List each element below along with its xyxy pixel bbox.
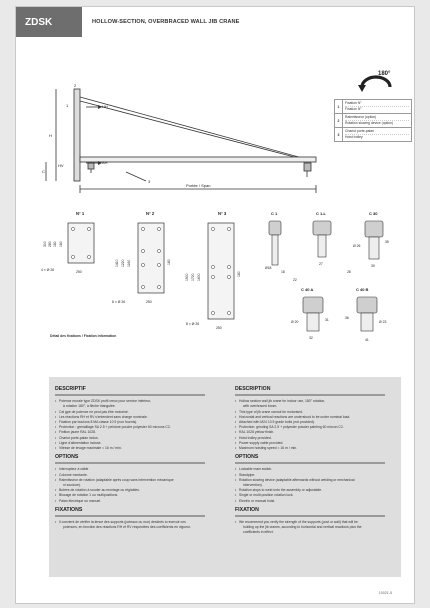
list-item: à rotation 180°, à flèche triangulée.: [63, 404, 116, 409]
dim-text: 180: [59, 241, 63, 247]
legend-number: 3: [335, 128, 343, 141]
list-item: • Lockable main switch.: [235, 467, 393, 472]
product-code: ZDSK: [16, 7, 82, 37]
holes-text: 8 × Ø 26: [112, 300, 126, 304]
list-item: • Attached with M24 10.9 grade bolts (not provided).: [235, 420, 393, 425]
list-item: • Fixation par boulons 8 MA classe 10.9 (non fournis).: [55, 420, 213, 425]
dim-text: 35: [385, 240, 389, 244]
dim-text: 28: [347, 270, 351, 274]
fixation-2-title: N° 2: [146, 211, 155, 216]
jib-crane-drawing: [16, 77, 336, 207]
fixation-2-plate: [138, 223, 164, 293]
options-list: [235, 467, 393, 503]
label-2: 2: [74, 83, 77, 88]
list-item: • Rotation slowing device (adaptable afterwards without welding or mechanical: [235, 478, 393, 483]
legend-text: Fixation N°: [345, 101, 409, 107]
list-item: • RAL 1028 yellow finish.: [235, 430, 393, 435]
label-bh: BH: [102, 160, 108, 165]
page-number: 10021-5: [378, 591, 392, 595]
list-item: • Potence murale type ZDSK profil creux pour service intérieur,: [55, 399, 213, 404]
holes-text: 4 × Ø 26: [41, 268, 55, 272]
list-item: • Rotation stops to weld onto the assembly or adjustable.: [235, 488, 393, 493]
list-item: • Hoist trolley provided.: [235, 436, 393, 441]
list-item: • Finition jaune RAL 1028.: [55, 430, 213, 435]
dim-text: 250: [216, 326, 222, 330]
trolley-c1l-title: C 1-L: [316, 211, 326, 216]
fixation-drawings: [36, 207, 261, 332]
dim-text: 18: [281, 270, 285, 274]
fixation-3-plate: [208, 223, 234, 319]
dim-text: 180: [237, 271, 241, 277]
description-panel: [49, 377, 401, 577]
dim-text: Ø 20: [291, 320, 299, 324]
options-list: [55, 467, 213, 503]
list-item: • Interrupteur à câble: [55, 467, 213, 472]
dim-text: 1160: [127, 259, 131, 267]
list-item: with overbraced boom.: [243, 404, 278, 409]
legend-number: 2: [335, 114, 343, 127]
list-item: potences, en fonction des réactions RH et RV respectées des coefficients en vigueur.: [63, 525, 191, 530]
list-item: • Maximum hoisting speed = 16 m / min.: [235, 446, 393, 451]
list-item: • This type of jib crane cannot be motorised.: [235, 410, 393, 415]
dim-text: 30: [371, 264, 375, 268]
label-c: C: [42, 169, 45, 174]
legend-text: Fixation N°: [345, 107, 362, 111]
legend-text: Hoist trolley: [345, 135, 363, 139]
legend-row: [334, 114, 412, 128]
trolley-c40a-title: C 40 A: [301, 287, 314, 292]
legend-table: [334, 99, 412, 142]
dim-text: 1600: [197, 273, 201, 281]
dim-text: Ø 23: [379, 320, 387, 324]
list-item: • Palan électrique ou manuel.: [55, 499, 213, 504]
catalog-page: [15, 6, 415, 604]
fixation-3-title: N° 3: [218, 211, 227, 216]
legend-row: [334, 99, 412, 114]
list-item: • Cal gpe de potence ne peut pas être motorisé.: [55, 410, 213, 415]
list-item: • Single or multi-position rotation lock.: [235, 493, 393, 498]
list-item: • Protection : grenaillage SA 2.5 + peinture poudre polyester 60 microns C2.: [55, 425, 213, 430]
section-title: FIXATION: [235, 506, 259, 513]
product-title: HOLLOW-SECTION, OVERBRACED WALL JIB CRANE: [92, 19, 240, 25]
legend-row: [334, 128, 412, 142]
label-h: H: [49, 133, 52, 138]
section-title: OPTIONS: [235, 454, 259, 461]
list-item: ni soudure).: [63, 483, 81, 488]
description-list: [235, 399, 393, 451]
legend-number: 1: [335, 100, 343, 113]
dim-text: 280: [48, 241, 52, 247]
dim-text: 180: [167, 259, 171, 265]
list-item: • Protection: grinding SA 2.5 + polyester powder painting 60 micron C2.: [235, 425, 393, 430]
label-span: Portée / Span: [186, 183, 211, 188]
dim-text: Ø 26: [353, 244, 361, 248]
dim-text: 1720: [191, 273, 195, 281]
trolley-c30-title: C 30: [369, 211, 378, 216]
list-item: • Colonne montante.: [55, 473, 213, 478]
label-hv: HV: [58, 163, 64, 168]
page-header: [16, 7, 416, 37]
dim-text: 36: [345, 316, 349, 320]
list-item: • Electric or manual hoist.: [235, 499, 393, 504]
list-item: • Hollow section wall jib crane for indoor use, 180° rotation,: [235, 399, 393, 404]
list-item: • Vitesse de levage maximale = 16 m / min.: [55, 446, 213, 451]
legend-text: Rotation slowing device (option): [345, 121, 394, 125]
dim-text: 300: [43, 241, 47, 247]
list-item: • Ralentisseur de rotation (adaptable après coup sans intervention mécanique: [55, 478, 213, 483]
section-title: OPTIONS: [55, 454, 79, 461]
list-item: • Power supply cable provided.: [235, 441, 393, 446]
trolley-c40b-title: C 40 B: [356, 287, 369, 292]
label-3: 3: [148, 179, 151, 184]
trolley-c1-title: C 1: [271, 211, 278, 216]
label-1: 1: [66, 103, 69, 108]
section-title: DESCRIPTIF: [55, 386, 86, 392]
legend-text: Chariot porte-palan: [345, 129, 409, 135]
dim-text: 250: [146, 300, 152, 304]
dim-text: 31: [325, 318, 329, 322]
list-item: • Butées de rotation à souder au montage ou réglables.: [55, 488, 213, 493]
fixations-list: [55, 520, 213, 530]
dim-text: Ø18: [265, 266, 272, 270]
rotation-label: 180°: [378, 71, 391, 77]
description-french: [55, 387, 213, 530]
list-item: • Les réactions RH et RV s'entendent sans charge nominale.: [55, 415, 213, 420]
dim-text: 41: [365, 338, 369, 342]
label-hh: HH: [102, 104, 108, 109]
list-item: • Standpipe.: [235, 473, 393, 478]
trolley-drawings: [261, 207, 411, 352]
description-list: [55, 399, 213, 451]
rotation-180-icon: [356, 65, 396, 95]
dim-text: 1220: [121, 259, 125, 267]
fixation-1-title: N° 1: [76, 211, 85, 216]
list-item: • Blocage de rotation 1 ou multipositions.: [55, 493, 213, 498]
list-item: coefficients in effect.: [243, 530, 274, 535]
dim-text: 250: [76, 270, 82, 274]
dim-text: 1410: [115, 259, 119, 267]
list-item: • We recommend you verify the strength of the supports (post or wall) that will be: [235, 520, 393, 525]
section-title: DESCRIPTION: [235, 386, 271, 392]
fixations-list: [235, 520, 393, 536]
dim-text: 180: [53, 241, 57, 247]
list-item: • Chariot porte-palan inclus.: [55, 436, 213, 441]
list-item: • Horizontal and vertical reactions are understood to be under nominal load.: [235, 415, 393, 420]
dim-text: 27: [319, 262, 323, 266]
list-item: • Ligne d'alimentation incluse.: [55, 441, 213, 446]
legend-text: Ralentisseur (option): [345, 115, 409, 121]
holes-text: 8 × Ø 26: [186, 322, 200, 326]
list-item: • Il convient de vérifier la tenue des supports (poteaux ou mur) destinés à recevoir ces: [55, 520, 213, 525]
drawing-caption: Détail des fixations / Fixation information: [50, 334, 117, 338]
dim-text: 32: [309, 336, 313, 340]
list-item: holding up the jib cranes, according to horizontal and vertical reactions plus the: [243, 525, 362, 530]
dim-text: 1900: [185, 273, 189, 281]
section-title: FIXATIONS: [55, 506, 83, 513]
description-english: [235, 387, 393, 536]
dim-text: 22: [293, 278, 297, 282]
list-item: intervention).: [243, 483, 263, 488]
